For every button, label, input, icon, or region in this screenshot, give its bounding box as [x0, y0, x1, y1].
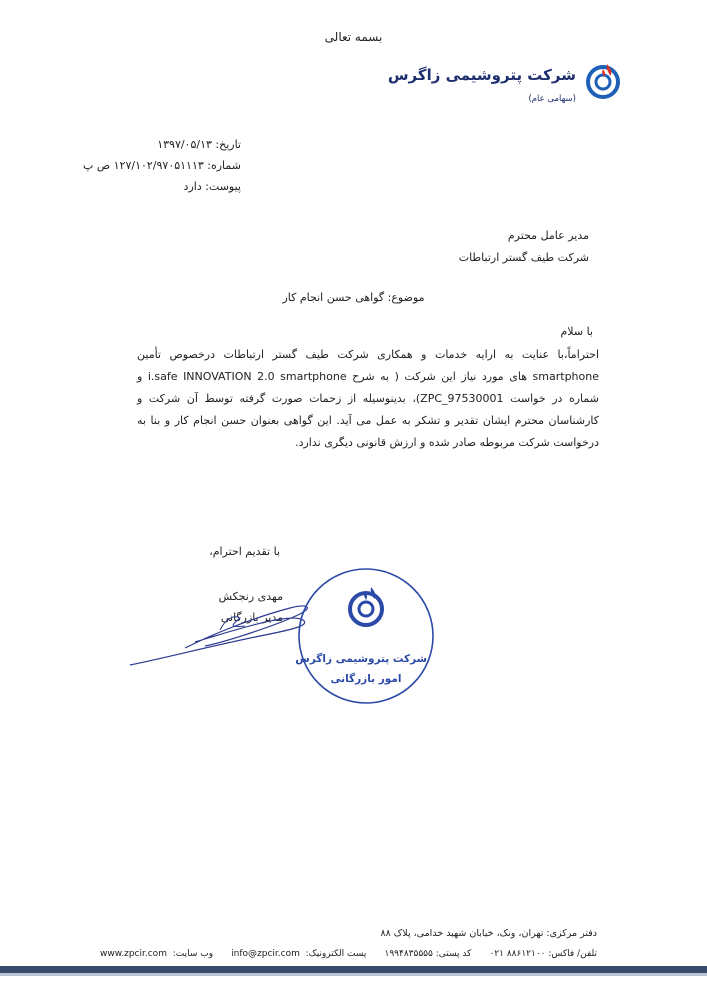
email-value[interactable]: info@zpcir.com [231, 949, 300, 959]
letter-number: شماره: ۱۲۷/۱۰۲/۹۷۰۵۱۱۱۳ ص پ [82, 159, 241, 172]
footer-phone: تلفن/ فاکس: ۸۸۶۱۲۱۰۰ ۰۲۱ [489, 949, 597, 959]
company-stamp-icon [295, 565, 437, 707]
website-value[interactable]: www.zpcir.com [100, 949, 167, 959]
company-type: (سهامی عام) [528, 94, 576, 104]
company-logo-icon [585, 60, 621, 100]
website-label: وب سایت: [172, 949, 214, 959]
closing: با تقدیم احترام، [209, 545, 280, 558]
letter-body: احتراماً،با عنایت به ارایه خدمات و همکاری شرکت طیف گستر ارتباطات درخصوص تأمین smartphone های مورد نیاز این شرکت ( به شرح i.safe INNOVATION 2.0 smartphone و شماره در خواست ZPC_97530001)، بدینوسیله از زحمات صورت گرفته توسط آن شرکت و کارشناسان محترم ایشان تقدیر و تشکر به عمل می آید. این گواهی بعنوان حسن انجام کار و بنا به درخواست شرکت مربوطه صادر شده و ارزش قانونی دیگری ندارد. [137, 348, 599, 449]
footer-address: دفتر مرکزی: تهران، ونک، خیابان شهید خدامی، پلاک ۸۸ [380, 928, 597, 939]
signer-name: مهدی رنجکش [218, 590, 283, 603]
recipient-title: مدیر عامل محترم [507, 229, 589, 242]
footer-contacts [100, 949, 597, 959]
company-name: شرکت پتروشیمی زاگرس [387, 66, 576, 84]
stamp-company-name: شرکت پتروشیمی زاگرس [295, 653, 427, 665]
footer-bar-accent [0, 973, 707, 976]
stamp-department: امور بازرگانی [330, 673, 402, 685]
footer-postal: کد پستی: ۱۹۹۴۸۳۵۵۵۵ [384, 949, 472, 959]
footer-website[interactable] [100, 949, 213, 959]
footer-bar [0, 966, 707, 973]
letter-date: تاریخ: ۱۳۹۷/۰۵/۱۳ [157, 138, 241, 151]
greeting: با سلام [560, 325, 593, 338]
basmala: بسمه تعالی [324, 30, 383, 44]
letter-subject: موضوع: گواهی حسن انجام کار [282, 291, 425, 304]
email-label: پست الکترونیک: [305, 949, 367, 959]
recipient-company: شرکت طیف گستر ارتباطات [458, 251, 589, 264]
footer-email[interactable] [231, 949, 366, 959]
signer-title: مدیر بازرگانی [220, 611, 283, 624]
letter-attachment: پیوست: دارد [183, 180, 241, 193]
